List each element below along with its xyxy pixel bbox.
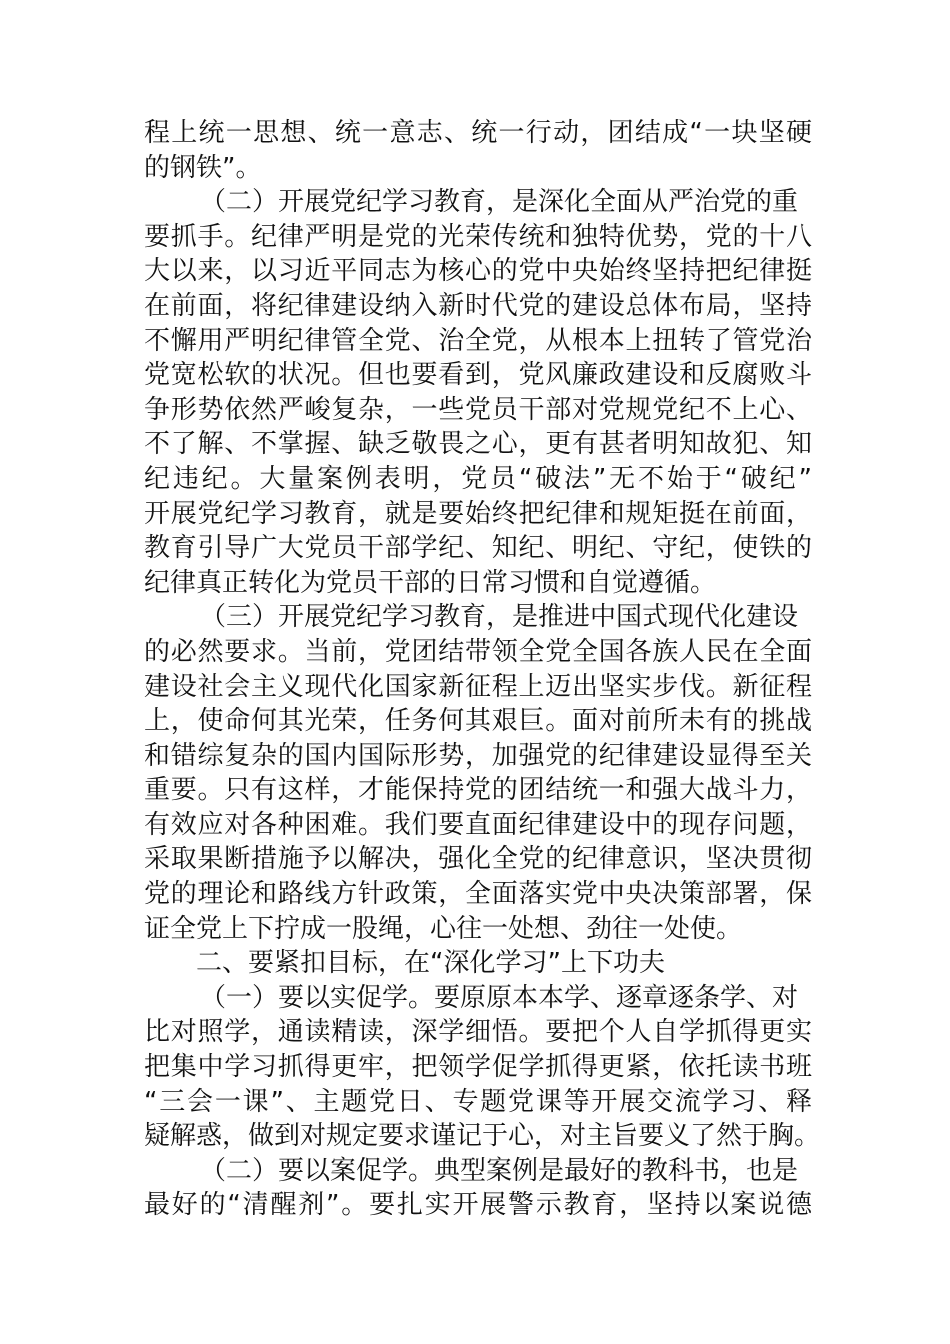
- document-body: [144, 116, 821, 1223]
- text-line: 建设社会主义现代化国家新征程上迈出坚实步伐。新征程: [144, 671, 812, 702]
- text-line: 采取果断措施予以解决，强化全党的纪律意识，坚决贯彻: [144, 844, 812, 875]
- text-line: 疑解惑，做到对规定要求谨记于心，对主旨要义了然于胸。: [144, 1121, 821, 1152]
- text-line: 的钢铁”。: [144, 152, 262, 183]
- text-line: 证全党上下拧成一股绳，心往一处想、劲往一处使。: [144, 913, 743, 944]
- text-line: 大以来，以习近平同志为核心的党中央始终坚持把纪律挺: [144, 256, 812, 287]
- text-line: 教育引导广大党员干部学纪、知纪、明纪、守纪，使铁的: [144, 533, 812, 564]
- text-line: 的必然要求。当前，党团结带领全党全国各族人民在全面: [144, 636, 812, 667]
- text-line: 有效应对各种困难。我们要直面纪律建设中的现存问题，: [144, 809, 812, 840]
- text-line: 不懈用严明纪律管全党、治全党，从根本上扭转了管党治: [144, 325, 812, 356]
- text-line: 比对照学，通读精读，深学细悟。要把个人自学抓得更实: [144, 1017, 812, 1048]
- text-line: 纪违纪。大量案例表明，党员“破法”无不始于“破纪”: [144, 463, 812, 494]
- text-line: （二）开展党纪学习教育，是深化全面从严治党的重: [200, 187, 799, 218]
- text-line: 不了解、不掌握、缺乏敬畏之心，更有甚者明知故犯、知: [144, 429, 812, 460]
- text-line: 和错综复杂的国内国际形势，加强党的纪律建设显得至关: [144, 740, 812, 771]
- text-line: （二）要以案促学。典型案例是最好的教科书，也是: [200, 1155, 799, 1186]
- text-line: 程上统一思想、统一意志、统一行动，团结成“一块坚硬: [144, 118, 812, 148]
- text-line: 纪律真正转化为党员干部的日常习惯和自觉遵循。: [144, 567, 717, 598]
- text-line: 党的理论和路线方针政策，全面落实党中央决策部署，保: [144, 879, 812, 910]
- text-line: “三会一课”、主题党日、专题党课等开展交流学习、释: [144, 1086, 812, 1117]
- text-line: 开展党纪学习教育，就是要始终把纪律和规矩挺在前面，: [144, 498, 812, 529]
- text-line: 党宽松软的状况。但也要看到，党风廉政建设和反腐败斗: [144, 360, 812, 391]
- text-line: 上，使命何其光荣，任务何其艰巨。面对前所未有的挑战: [144, 706, 812, 737]
- text-line: 要抓手。纪律严明是党的光荣传统和独特优势，党的十八: [144, 221, 812, 252]
- text-line: 最好的“清醒剂”。要扎实开展警示教育，坚持以案说德: [144, 1190, 812, 1221]
- text-line: （三）开展党纪学习教育，是推进中国式现代化建设: [200, 602, 799, 633]
- text-line: 二、要紧扣目标，在“深化学习”上下功夫: [196, 948, 665, 979]
- text-line: 争形势依然严峻复杂，一些党员干部对党规党纪不上心、: [144, 394, 812, 425]
- text-line: 重要。只有这样，才能保持党的团结统一和强大战斗力，: [144, 775, 812, 806]
- text-line: 把集中学习抓得更牢，把领学促学抓得更紧，依托读书班: [144, 1052, 812, 1083]
- text-line: 在前面，将纪律建设纳入新时代党的建设总体布局，坚持: [144, 290, 812, 321]
- text-line: （一）要以实促学。要原原本本学、逐章逐条学、对: [200, 982, 799, 1013]
